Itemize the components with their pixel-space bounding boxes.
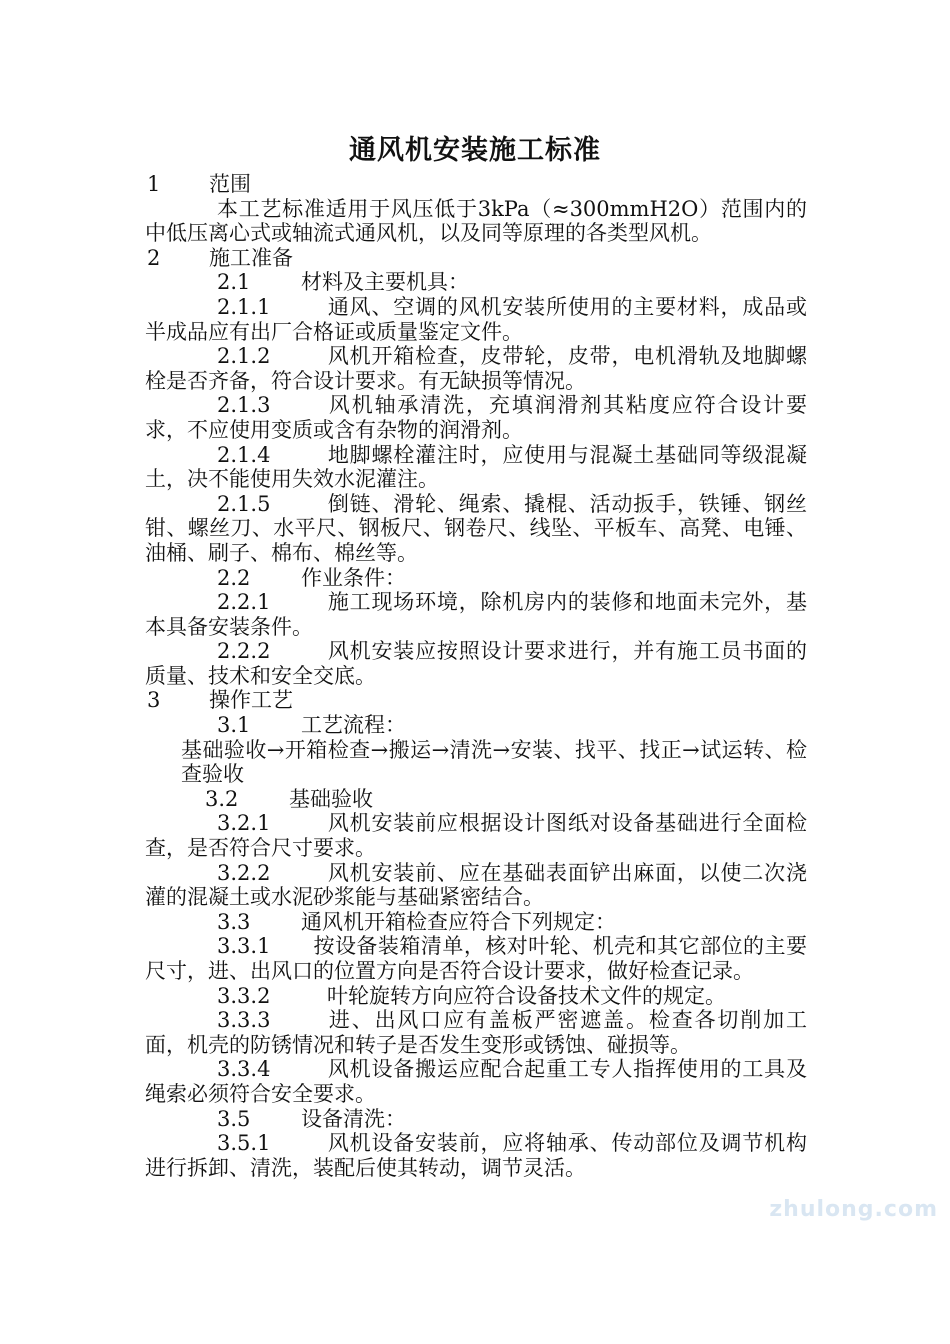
item-3-2-2: 3.2.2 风机安装前、应在基础表面铲出麻面，以使二次浇灌的混凝土或水泥砂浆能与基础紧密结合。 bbox=[145, 860, 807, 910]
item-2-1-2: 2.1.2 风机开箱检查，皮带轮，皮带，电机滑轨及地脚螺栓是否齐备，符合设计要求。有无缺损等情况。 bbox=[145, 344, 807, 393]
item-3-3-1: 3.3.1 按设备装箱清单，核对叶轮、机壳和其它部位的主要尺寸，进、出风口的位置方向是否符合设计要求，做好检查记录。 bbox=[145, 934, 807, 983]
item-3-2-1: 3.2.1 风机安装前应根据设计图纸对设备基础进行全面检查，是否符合尺寸要求。 bbox=[145, 811, 807, 861]
section-2-heading: 2 施工准备 bbox=[147, 245, 293, 270]
item-2-1-4: 2.1.4 地脚螺栓灌注时，应使用与混凝土基础同等级混凝土，决不能使用失效水泥灌注。 bbox=[145, 442, 807, 492]
section-3-2-heading: 3.2 基础验收 bbox=[205, 786, 373, 811]
section-3-1-heading: 3.1 工艺流程： bbox=[217, 713, 406, 738]
item-2-1-1: 2.1.1 通风、空调的风机安装所使用的主要材料，成品或半成品应有出厂合格证或质量鉴定文件。 bbox=[145, 294, 807, 344]
document-body bbox=[145, 172, 807, 1180]
section-3-heading: 3 操作工艺 bbox=[147, 688, 293, 713]
process-flow: 基础验收→开箱检查→搬运→清洗→安装、找平、找正→试运转、检查验收 bbox=[181, 737, 807, 787]
section-2-1-heading: 2.1 材料及主要机具： bbox=[217, 270, 469, 295]
item-3-3-2: 3.3.2 叶轮旋转方向应符合设备技术文件的规定。 bbox=[217, 983, 726, 1008]
item-3-3-4: 3.3.4 风机设备搬运应配合起重工专人指挥使用的工具及绳索必须符合安全要求。 bbox=[145, 1057, 807, 1106]
section-3-5-heading: 3.5 设备清洗： bbox=[217, 1106, 406, 1131]
section-3-3-heading: 3.3 通风机开箱检查应符合下列规定： bbox=[217, 909, 616, 934]
item-2-2-2: 2.2.2 风机安装应按照设计要求进行，并有施工员书面的质量、技术和安全交底。 bbox=[145, 639, 807, 688]
document-title: 通风机安装施工标准 bbox=[349, 135, 601, 166]
item-3-3-3: 3.3.3 进、出风口应有盖板严密遮盖。检查各切削加工面，机壳的防锈情况和转子是否发生变形或锈蚀、碰损等。 bbox=[145, 1008, 807, 1057]
item-3-5-1: 3.5.1 风机设备安装前，应将轴承、传动部位及调节机构进行拆卸、清洗，装配后使其转动，调节灵活。 bbox=[145, 1131, 807, 1180]
section-2-2-heading: 2.2 作业条件： bbox=[217, 565, 406, 590]
section-1-paragraph: 本工艺标准适用于风压低于3kPa（≈300mmH2O）范围内的中低压离心式或轴流式通风机，以及同等原理的各类型风机。 bbox=[145, 196, 807, 246]
item-2-2-1: 2.2.1 施工现场环境，除机房内的装修和地面未完外，基本具备安装条件。 bbox=[145, 590, 807, 639]
section-1-heading: 1 范围 bbox=[147, 172, 251, 196]
watermark: zhulong.com bbox=[769, 1197, 938, 1222]
item-2-1-3: 2.1.3 风机轴承清洗，充填润滑剂其粘度应符合设计要求，不应使用变质或含有杂物的润滑剂。 bbox=[145, 393, 807, 442]
item-2-1-5: 2.1.5 倒链、滑轮、绳索、撬棍、活动扳手，铁锤、钢丝钳、螺丝刀、水平尺、钢板尺、钢卷尺、线坠、平板车、高凳、电锤、油桶、刷子、棉布、棉丝等。 bbox=[145, 491, 807, 565]
